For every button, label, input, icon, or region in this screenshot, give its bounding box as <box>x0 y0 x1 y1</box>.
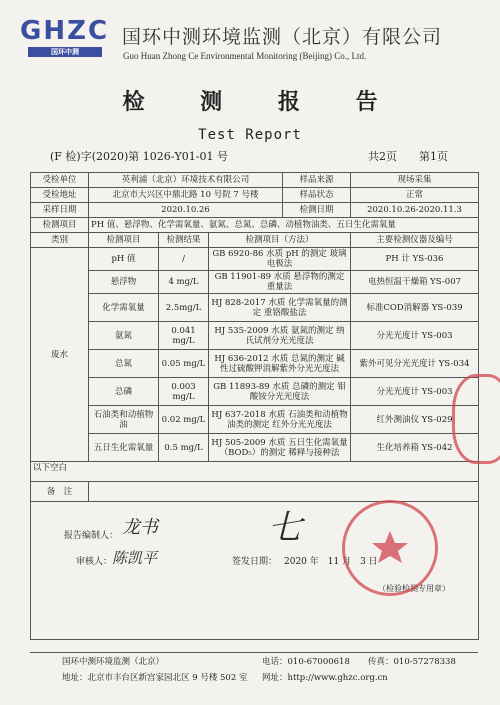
compiler-signature: 龙书 <box>122 517 158 538</box>
org-name-en: Guo Huan Zhong Ce Environmental Monitoring (Beijing) Co., Ltd. <box>123 51 367 61</box>
row-instrument: 红外测油仪 YS-029 <box>351 406 479 434</box>
col-header-item: 检测项目 <box>89 233 159 248</box>
row-item: pH 值 <box>89 248 159 271</box>
page-info <box>368 150 448 164</box>
sample-state-label: 样品状态 <box>283 188 351 203</box>
org-name-cn: 国环中测环境监测（北京）有限公司 <box>122 26 443 48</box>
reviewer-label: 审核人： <box>76 557 113 567</box>
row-result: 4 mg/L <box>159 271 209 294</box>
logo-text: GHZC <box>20 16 110 46</box>
sample-state-value: 正常 <box>351 188 479 203</box>
category-cell: 废水 <box>31 248 89 462</box>
table-row <box>31 406 479 434</box>
compiler-label: 报告编制人： <box>64 531 119 541</box>
items-label: 检测项目 <box>31 218 89 233</box>
footer-divider <box>30 652 478 653</box>
row-method: GB 11893-89 水质 总磷的测定 钼酸铵分光光度法 <box>209 378 351 406</box>
info-row-items <box>31 218 479 233</box>
row-method: HJ 636-2012 水质 总氮的测定 碱性过硫酸钾消解紫外分光光度法 <box>209 350 351 378</box>
official-stamp <box>342 500 438 596</box>
sample-source-label: 样品来源 <box>283 173 351 188</box>
stamp-star-icon <box>345 503 435 593</box>
row-instrument: 生化培养箱 YS-042 <box>351 434 479 462</box>
current-page: 第1页 <box>419 150 448 163</box>
row-method: HJ 505-2009 水质 五日生化需氧量（BOD₅）的测定 稀释与接种法 <box>209 434 351 462</box>
sampling-date-value: 2020.10.26 <box>89 203 283 218</box>
blank-note: 以下空白 <box>31 462 479 482</box>
row-method: GB 6920-86 水质 pH 的测定 玻璃电极法 <box>209 248 351 271</box>
table-row <box>31 434 479 462</box>
row-method: HJ 637-2018 水质 石油类和动植物油类的测定 红外分光光度法 <box>209 406 351 434</box>
table-row <box>31 271 479 294</box>
reviewer-signature: 陈凯平 <box>112 549 158 567</box>
footer-phone: 电话：010-67000618 <box>262 657 350 667</box>
row-item: 氨氮 <box>89 322 159 350</box>
company-logo <box>20 16 110 56</box>
row-result: 2.5mg/L <box>159 294 209 322</box>
row-item: 总磷 <box>89 378 159 406</box>
row-result: 0.5 mg/L <box>159 434 209 462</box>
row-instrument: 分光光度计 YS-003 <box>351 378 479 406</box>
remarks-label: 备 注 <box>31 482 89 502</box>
address-label: 受检地址 <box>31 188 89 203</box>
info-row-address <box>31 188 479 203</box>
row-result: 0.05 mg/L <box>159 350 209 378</box>
sample-source-value: 现场采集 <box>351 173 479 188</box>
side-stamp <box>452 374 500 464</box>
info-row-client <box>31 173 479 188</box>
items-value: PH 值、悬浮物、化学需氧量、氨氮、总氮、总磷、动植物油类、五日生化需氧量 <box>89 218 479 233</box>
address-value: 北京市大兴区中鼎北路 10 号院 7 号楼 <box>89 188 283 203</box>
table-row <box>31 378 479 406</box>
footer-address: 地址：北京市丰台区新宫家园北区 9 号楼 502 室 <box>62 673 248 683</box>
report-title-en: Test Report <box>198 127 302 143</box>
table-row <box>31 248 479 271</box>
table-row <box>31 322 479 350</box>
sampling-date-label: 采样日期 <box>31 203 89 218</box>
report-title-cn: 检 测 报 告 <box>122 90 402 115</box>
row-result: 0.041 mg/L <box>159 322 209 350</box>
logo-subtitle: 国环中测 <box>28 47 102 57</box>
client-value: 英利浦（北京）环境技术有限公司 <box>89 173 283 188</box>
row-instrument: PH 计 YS-036 <box>351 248 479 271</box>
row-item: 化学需氧量 <box>89 294 159 322</box>
row-instrument: 紫外可见分光光度计 YS-034 <box>351 350 479 378</box>
footer-website: 网址：http://www.ghzc.org.cn <box>262 673 388 683</box>
row-item: 总氮 <box>89 350 159 378</box>
client-label: 受检单位 <box>31 173 89 188</box>
issue-date-label: 签发日期： <box>232 557 278 567</box>
row-method: HJ 828-2017 水质 化学需氧量的测定 重铬酸盐法 <box>209 294 351 322</box>
total-pages: 共2页 <box>368 150 397 163</box>
test-date-label: 检测日期 <box>283 203 351 218</box>
col-header-result: 检测结果 <box>159 233 209 248</box>
col-header-instrument: 主要检测仪器及编号 <box>351 233 479 248</box>
row-instrument: 分光光度计 YS-003 <box>351 322 479 350</box>
table-row <box>31 294 479 322</box>
issuer-signature: 七 <box>268 508 302 548</box>
issue-date: 2020 年 11 月 3 日 <box>284 557 378 567</box>
row-method: GB 11901-89 水质 悬浮物的测定 重量法 <box>209 271 351 294</box>
report-number: (F 检)字(2020)第 1026-Y01-01 号 <box>50 150 228 163</box>
test-date-value: 2020.10.26-2020.11.3 <box>351 203 479 218</box>
row-item: 五日生化需氧量 <box>89 434 159 462</box>
row-instrument: 电热恒温干燥箱 YS-007 <box>351 271 479 294</box>
row-result: 0.003 mg/L <box>159 378 209 406</box>
row-item: 悬浮物 <box>89 271 159 294</box>
table-header-row <box>31 233 479 248</box>
row-result: 0.02 mg/L <box>159 406 209 434</box>
footer-company: 国环中测环境监测（北京） <box>62 657 165 667</box>
stamp-label: （检验检测专用章） <box>378 584 450 593</box>
row-item: 石油类和动植物油 <box>89 406 159 434</box>
row-method: HJ 535-2009 水质 氨氮的测定 纳氏试剂分光光度法 <box>209 322 351 350</box>
remarks-value <box>89 482 479 502</box>
table-row <box>31 350 479 378</box>
col-header-method: 检测项目（方法） <box>209 233 351 248</box>
row-result: / <box>159 248 209 271</box>
footer-fax: 传真：010-57278338 <box>368 657 456 667</box>
col-header-category: 类别 <box>31 233 89 248</box>
remarks-row <box>31 482 479 502</box>
info-row-dates <box>31 203 479 218</box>
row-instrument: 标准COD消解器 YS-039 <box>351 294 479 322</box>
blank-note-row <box>31 462 479 482</box>
